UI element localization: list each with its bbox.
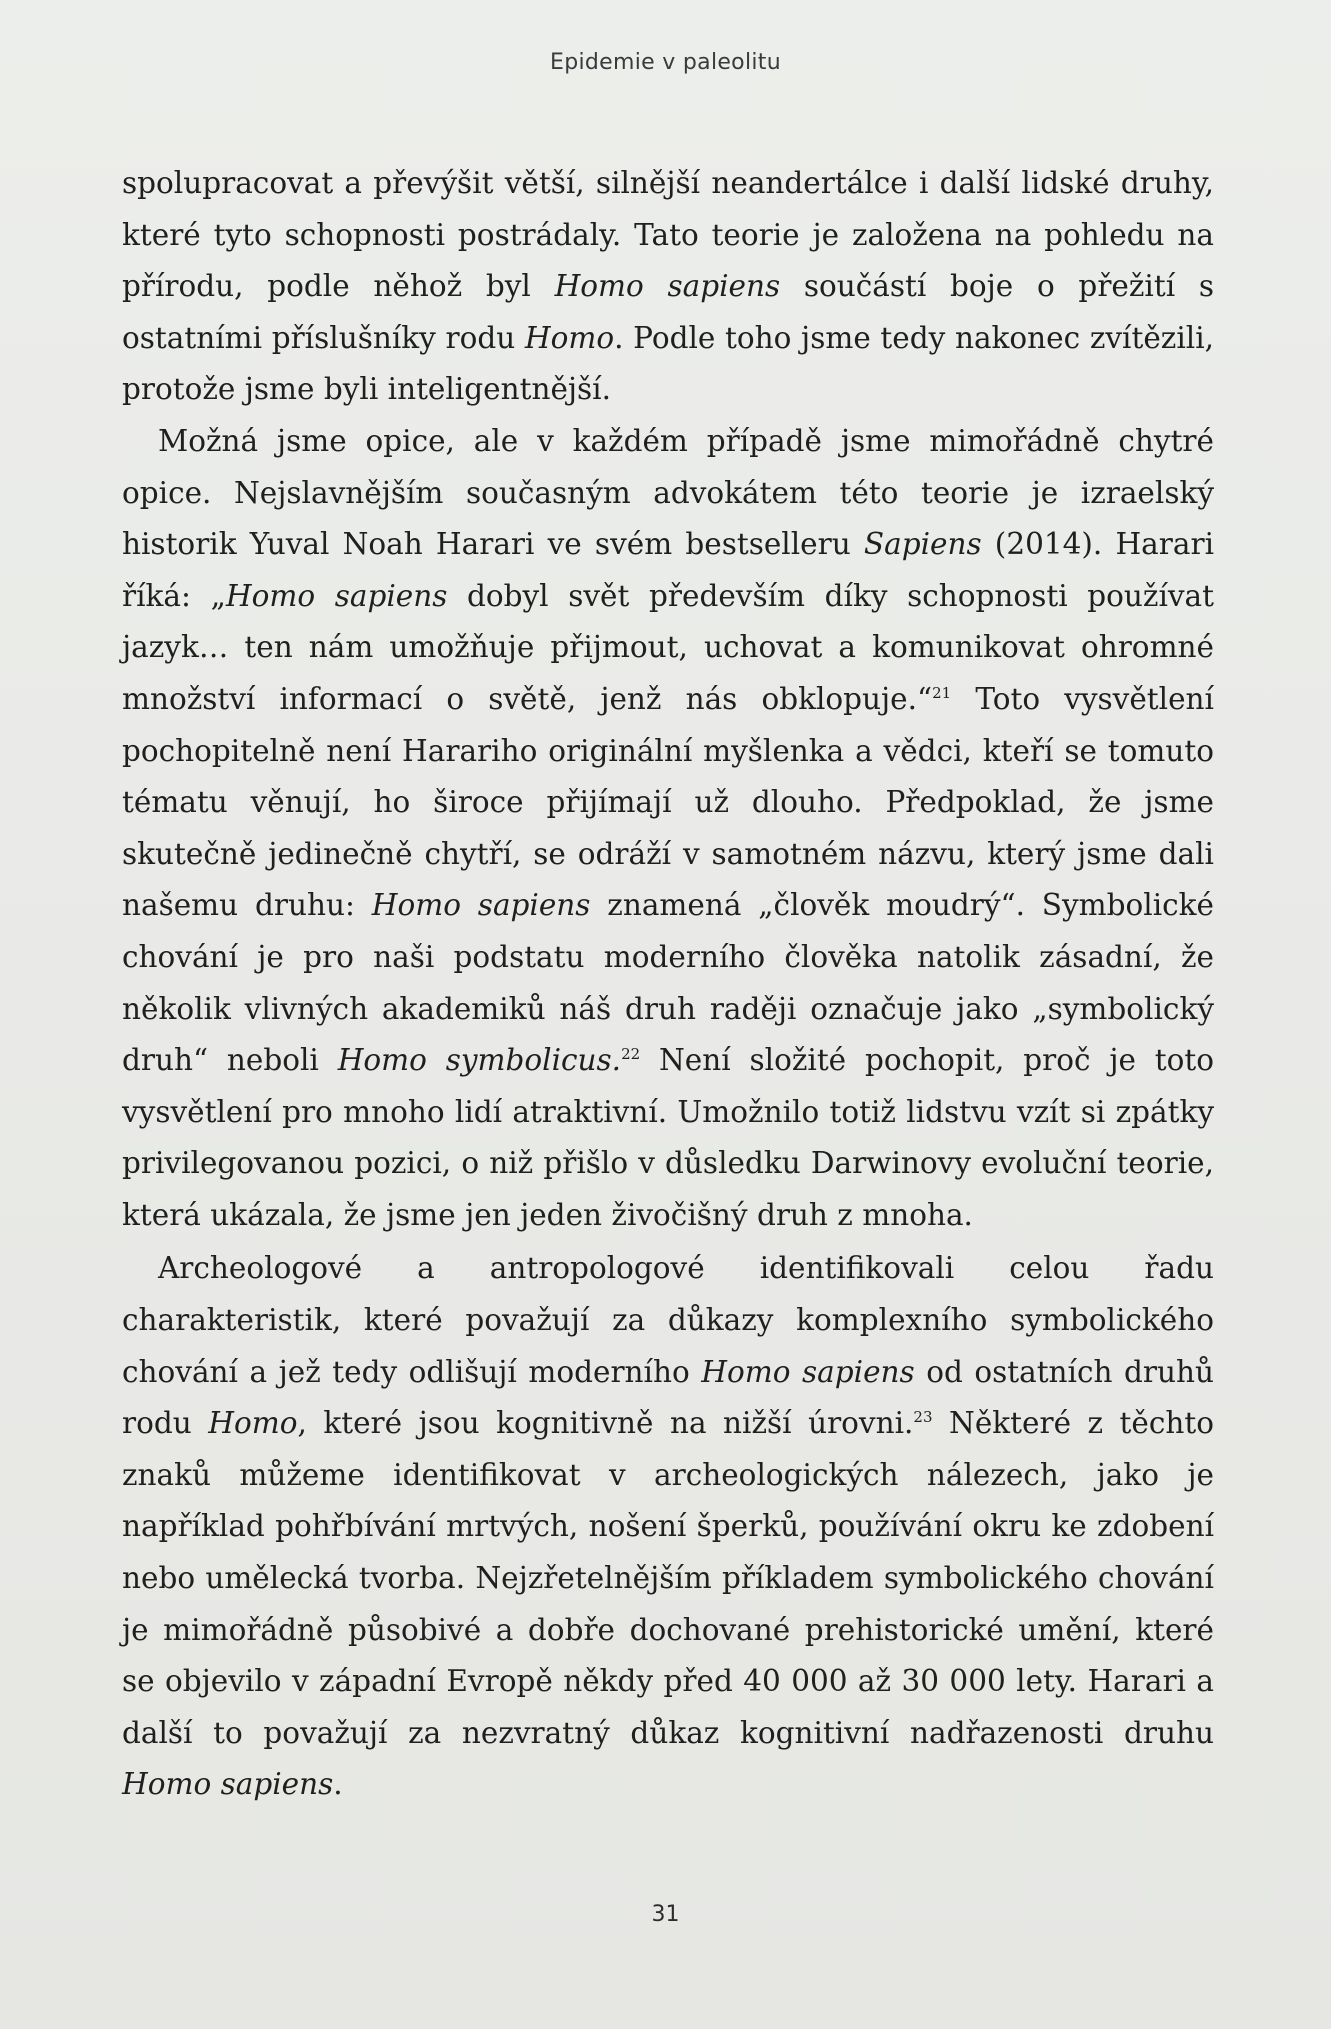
p1-italic-2: Homo bbox=[524, 320, 615, 355]
p1-text-3: . Podle toho jsme tedy nakonec zvítězili, protože jsme byli inteligentnější. bbox=[122, 320, 1215, 407]
p3-italic-3: Homo sapiens bbox=[122, 1767, 334, 1802]
p2-text-5: znamená „člověk moudrý“. Symbolické chování je pro naši podstatu moderního člověka natolik zásadní, že několik vlivných akademiků náš druh raději označuje jako „symbolický druh“ neboli bbox=[122, 888, 1214, 1078]
p3-italic-2: Homo bbox=[208, 1406, 298, 1441]
p2-italic-1: Sapiens bbox=[863, 527, 982, 562]
p2-text-3: dobyl svět především díky schopnosti používat jazyk… ten nám umožňuje přijmout, uchovat a komunikovat ohromné množství informací o světě, jenž nás obklopuje.“ bbox=[122, 578, 1214, 716]
p1-italic-1: Homo sapiens bbox=[554, 269, 781, 304]
p1-text-1: spolupracovat a převýšit větší, silnější neandertálce i další lidské druhy, které tyto schopnosti postrádaly. Tato teorie je založena na pohledu na přírodu, podle něhož byl bbox=[122, 166, 1214, 304]
p3-text-2: od ostatních druhů rodu bbox=[122, 1354, 1215, 1441]
page-number: 31 bbox=[651, 1902, 680, 1927]
p3-text-3: , které jsou kognitivně na nižší úrovni. bbox=[297, 1406, 914, 1441]
p3-text-5: . bbox=[333, 1767, 343, 1802]
paragraph-2 bbox=[122, 416, 1214, 1242]
running-header: Epidemie v paleolitu bbox=[550, 50, 781, 75]
p2-italic-4: Homo symbolicus. bbox=[337, 1043, 622, 1078]
p2-text-1: Možná jsme opice, ale v každém případě jsme mimořádně chytré opice. Nejslavnějším současným advokátem této teorie je izraelský historik Yuval Noah Harari ve svém bestselleru bbox=[122, 423, 1214, 562]
p3-italic-1: Homo sapiens bbox=[701, 1354, 915, 1389]
p2-text-4: Toto vysvětlení pochopitelně není Harariho originální myšlenka a vědci, kteří se tomuto tématu věnují, ho široce přijímají už dlouho. Předpoklad, že jsme skutečně jedinečně chytří, se odráží v samotném názvu, který jsme dali našemu druhu: bbox=[122, 681, 1214, 923]
p2-italic-2: Homo sapiens bbox=[225, 578, 448, 613]
p1-text-2: součástí boje o přežití s ostatními příslušníky rodu bbox=[122, 269, 1214, 355]
paragraph-3 bbox=[122, 1243, 1214, 1811]
body-text bbox=[122, 158, 1214, 1811]
p3-text-1: Archeologové a antropologové identifikovali celou řadu charakteristik, které považují za důkazy komplexního symbolického chování a jež tedy odlišují moderního bbox=[122, 1251, 1214, 1389]
p3-text-4: Některé z těchto znaků můžeme identifikovat v archeologických nálezech, jako je například pohřbívání mrtvých, nošení šperků, používání okru ke zdobení nebo umělecká tvorba. Nejzřetelnějším příkladem symbolického chování je mimořádně působivé a dobře dochované prehistorické umění, které se objevilo v západní Evropě někdy před 40 000 až 30 000 lety. Harari a další to považují za nezvratný důkaz kognitivní nadřazenosti druhu bbox=[122, 1406, 1214, 1750]
p2-text-6: Není složité pochopit, proč je toto vysvětlení pro mnoho lidí atraktivní. Umožnilo totiž lidstvu vzít si zpátky privilegovanou pozici, o niž přišlo v důsledku Darwinovy evoluční teorie, která ukázala, že jsme jen jeden živočišný druh z mnoha. bbox=[122, 1043, 1214, 1232]
footnote-ref-21: 21 bbox=[932, 684, 952, 703]
p2-text-2: (2014). Harari říká: „ bbox=[122, 527, 1215, 613]
paragraph-1 bbox=[122, 158, 1214, 416]
p2-italic-3: Homo sapiens bbox=[371, 888, 591, 923]
footnote-ref-23: 23 bbox=[913, 1408, 933, 1427]
footnote-ref-22: 22 bbox=[621, 1045, 641, 1064]
